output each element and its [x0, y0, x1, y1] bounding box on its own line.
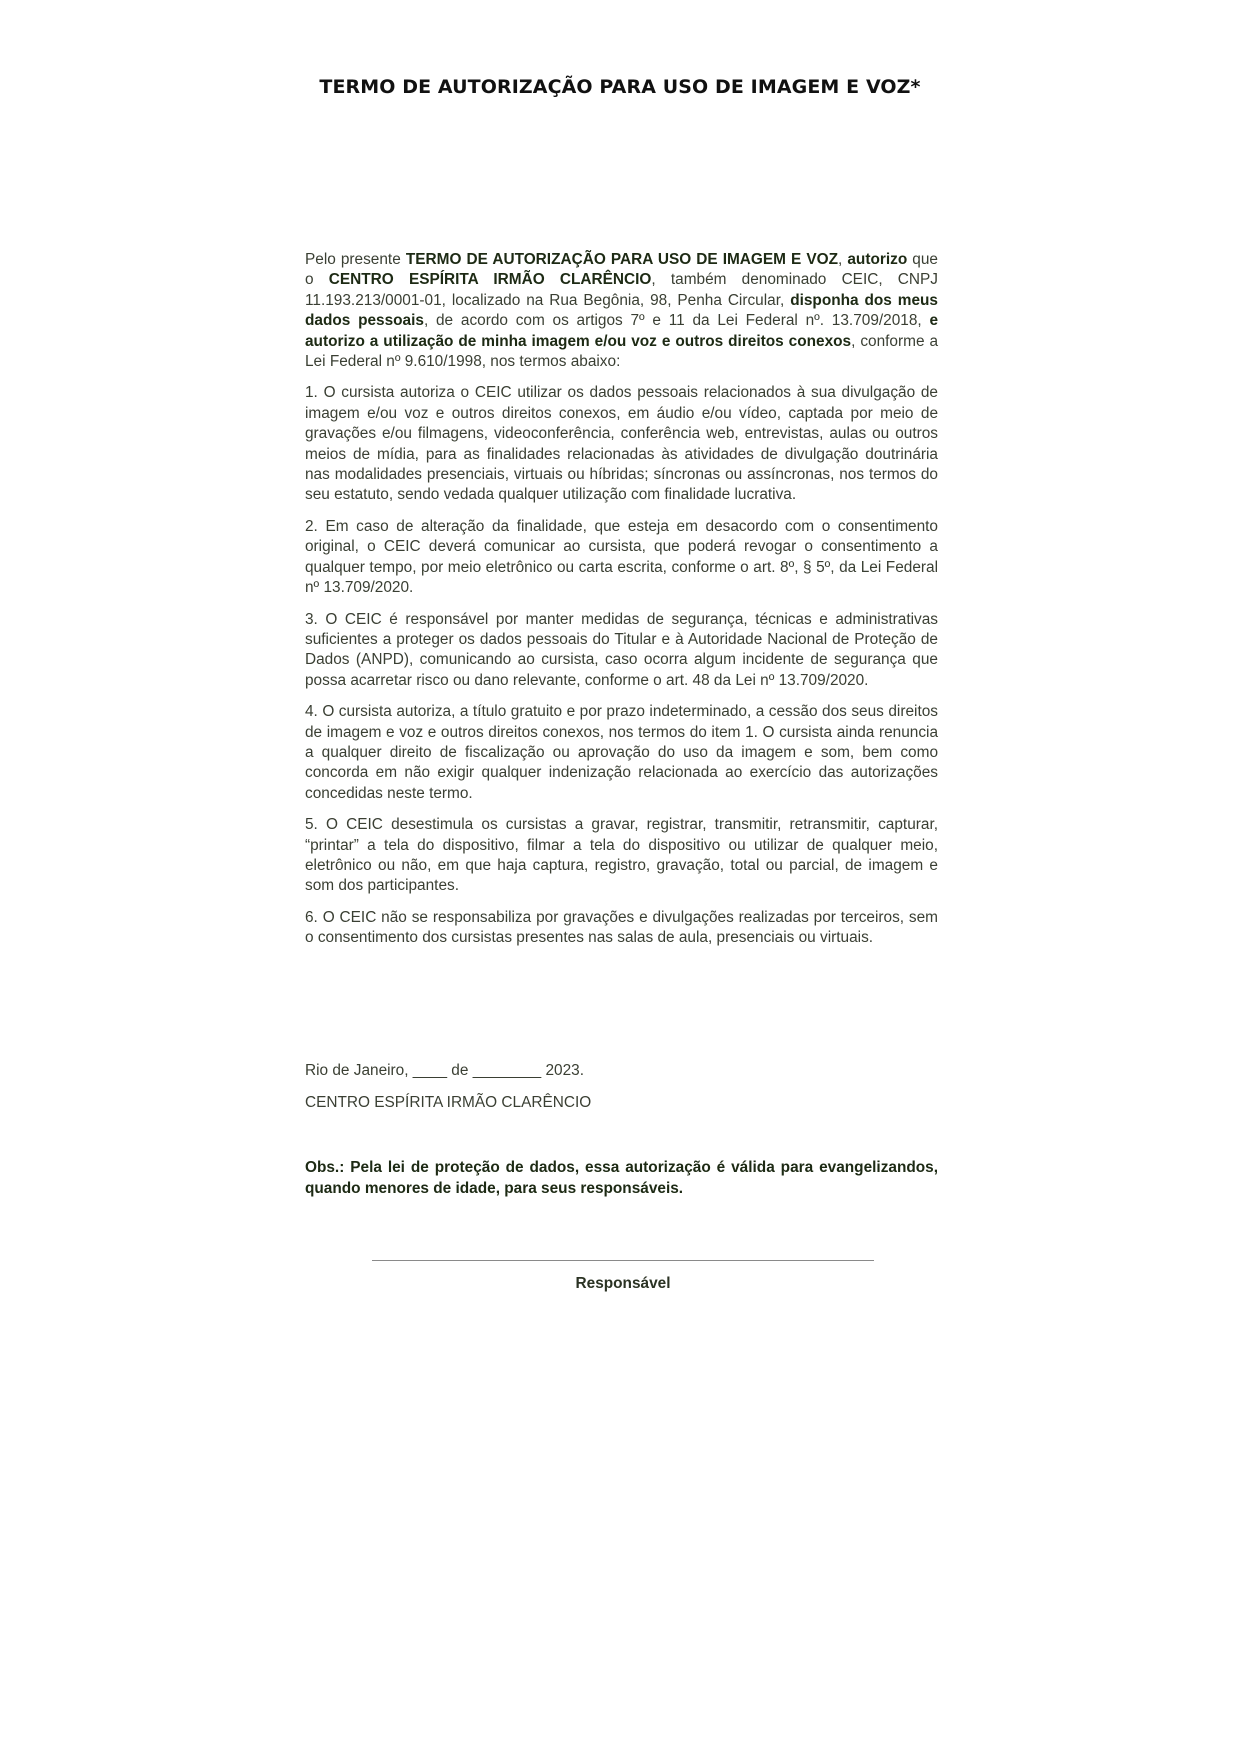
intro-bold-personal-data: disponha dos meus dados pessoais — [305, 291, 938, 330]
observation-note: Obs.: Pela lei de proteção de dados, essa autorização é válida para evangelizandos, quando menores de idade, para seus responsáveis. — [305, 1159, 938, 1197]
clause-4: 4. O cursista autoriza, a título gratuito e por prazo indeterminado, a cessão dos seus direitos de imagem e voz e outros direitos conexos, nos termos do item 1. O cursista ainda renuncia a qualquer direito de fiscalização ou aprovação do uso da imagem e som, bem como concorda em não exigir qualquer indenização relacionada ao exercício das autorizações concedidas neste termo. — [305, 703, 938, 802]
signature-line — [372, 1260, 874, 1261]
intro-bold-institution: CENTRO ESPÍRITA IRMÃO CLARÊNCIO — [328, 271, 652, 289]
clause-1: 1. O cursista autoriza o CEIC utilizar os dados pessoais relacionados à sua divulgação de imagem e/ou voz e outros direitos conexos, em áudio e/ou vídeo, captada por meio de gravações e/ou filmagens, videoconferência, conferência web, entrevistas, aulas ou outros meios de mídia, para as finalidades relacionadas às atividades de divulgação doutrinária nas modalidades presenciais, virtuais ou híbridas; síncronas ou assíncronas, nos termos do seu estatuto, sendo vedada qualquer utilização com finalidade lucrativa. — [305, 384, 938, 504]
city-date-line: Rio de Janeiro, ____ de ________ 2023. — [305, 1062, 584, 1079]
intro-text: , — [838, 251, 848, 268]
page-title: TERMO DE AUTORIZAÇÃO PARA USO DE IMAGEM E VOZ* — [319, 76, 921, 98]
institution-name: CENTRO ESPÍRITA IRMÃO CLARÊNCIO — [305, 1094, 592, 1111]
intro-paragraph — [305, 250, 938, 372]
clause-6: 6. O CEIC não se responsabiliza por gravações e divulgações realizadas por terceiros, sem o consentimento dos cursistas presentes nas salas de aula, presenciais ou virtuais. — [305, 908, 938, 947]
intro-text: , de acordo com os artigos 7º e 11 da Lei Federal nº. 13.709/2018, — [423, 312, 930, 330]
intro-text: Pelo presente — [305, 251, 406, 268]
clause-5: 5. O CEIC desestimula os cursistas a gravar, registrar, transmitir, retransmitir, capturar, “printar” a tela do dispositivo, filmar a tela do dispositivo ou utilizar de qualquer meio, eletrônico ou não, em que haja captura, registro, gravação, total ou parcial, de imagem e som dos participantes. — [305, 816, 938, 895]
intro-bold-term-title: TERMO DE AUTORIZAÇÃO PARA USO DE IMAGEM E VOZ — [405, 251, 839, 268]
document-body — [305, 250, 938, 960]
signature-label: Responsável — [575, 1275, 671, 1292]
clause-3: 3. O CEIC é responsável por manter medidas de segurança, técnicas e administrativas suficientes a proteger os dados pessoais do Titular e à Autoridade Nacional de Proteção de Dados (ANPD), comunicando ao cursista, caso ocorra algum incidente de segurança que possa acarretar risco ou dano relevante, conforme o art. 48 da Lei nº 13.709/2020. — [305, 610, 938, 689]
intro-bold-image-voice: e autorizo a utilização de minha imagem e/ou voz e outros direitos conexos — [305, 312, 938, 350]
intro-text: , também denominado CEIC, CNPJ 11.193.213/0001-01, localizado na Rua Begônia, 98, Penha Circular, — [305, 271, 938, 309]
clause-2: 2. Em caso de alteração da finalidade, que esteja em desacordo com o consentimento original, o CEIC deverá comunicar ao cursista, que poderá revogar o consentimento a qualquer tempo, por meio eletrônico ou carta escrita, conforme o art. 8º, § 5º, da Lei Federal nº 13.709/2020. — [305, 517, 938, 597]
intro-text: , conforme a Lei Federal nº 9.610/1998, nos termos abaixo: — [305, 332, 938, 371]
intro-text: que o — [305, 251, 938, 289]
intro-bold-autorizo: autorizo — [847, 251, 908, 268]
